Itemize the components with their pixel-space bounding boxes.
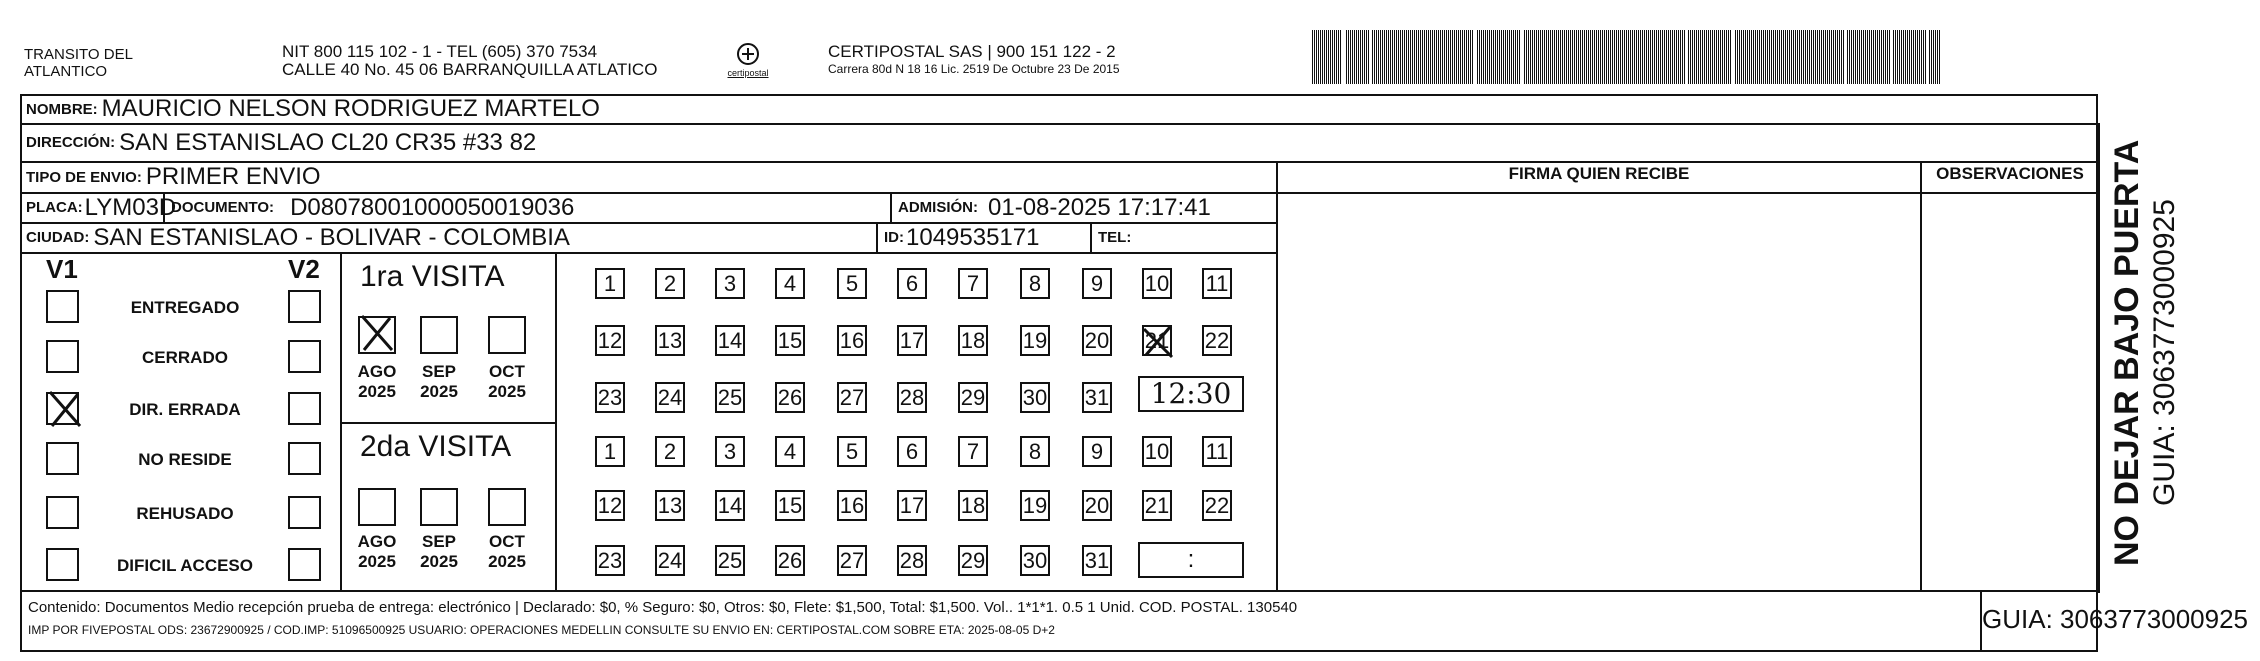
month-label: [414, 362, 464, 402]
status-option-label: DIR. ERRADA: [129, 400, 241, 419]
first-visit-day[interactable]: 21: [1142, 325, 1172, 356]
first-visit-day[interactable]: 5: [837, 268, 867, 299]
month-name: OCT: [489, 362, 525, 381]
ciudad-label: CIUDAD:: [26, 229, 90, 246]
id-label: ID:: [884, 229, 904, 246]
second-visit-day[interactable]: 8: [1020, 436, 1050, 467]
first-visit-day[interactable]: 9: [1082, 268, 1112, 299]
second-visit-day[interactable]: 1: [595, 436, 625, 467]
month-year: 2025: [420, 382, 458, 401]
side-guia: GUIA: 3063773000925: [2148, 199, 2181, 506]
second-visit-day[interactable]: 5: [837, 436, 867, 467]
documento-value: D08078001000050019036: [290, 193, 575, 221]
first-visit-day[interactable]: 26: [775, 382, 805, 413]
documento-cell: [165, 193, 890, 222]
first-visit-day[interactable]: 29: [958, 382, 988, 413]
first-visit-day[interactable]: 24: [655, 382, 685, 413]
month-name: SEP: [421, 532, 457, 551]
month-year: 2025: [358, 552, 396, 571]
first-visit-day[interactable]: 3: [715, 268, 745, 299]
first-visit-day[interactable]: 16: [837, 325, 867, 356]
first-visit-day[interactable]: 18: [958, 325, 988, 356]
v2-checkbox[interactable]: [288, 290, 321, 323]
ciudad-value: SAN ESTANISLAO - BOLIVAR - COLOMBIA: [93, 223, 570, 251]
first-visit-day[interactable]: 8: [1020, 268, 1050, 299]
v1-label: V1: [46, 254, 78, 284]
first-visit-day[interactable]: 14: [715, 325, 745, 356]
first-visit-day[interactable]: 4: [775, 268, 805, 299]
first-visit-day[interactable]: 23: [595, 382, 625, 413]
month-label: [352, 532, 402, 572]
second-visit-day[interactable]: 26: [775, 545, 805, 576]
documento-label: DOCUMENTO:: [171, 199, 275, 216]
direccion-label: DIRECCIÓN:: [26, 134, 116, 151]
certi-line1: CERTIPOSTAL SAS | 900 151 122 - 2: [828, 42, 1116, 61]
second-visit-day[interactable]: 23: [595, 545, 625, 576]
second-visit-day[interactable]: 24: [655, 545, 685, 576]
org-name: TRANSITO DEL ATLANTICO: [24, 46, 133, 80]
first-visit-day[interactable]: 19: [1020, 325, 1050, 356]
first-visit-day[interactable]: 12: [595, 325, 625, 356]
second-visit-time[interactable]: :: [1138, 542, 1244, 578]
second-visit-day[interactable]: 20: [1082, 490, 1112, 521]
direccion-value: SAN ESTANISLAO CL20 CR35 #33 82: [119, 128, 537, 156]
first-visit-day[interactable]: 20: [1082, 325, 1112, 356]
second-visit-day[interactable]: 19: [1020, 490, 1050, 521]
second-visit-day[interactable]: 12: [595, 490, 625, 521]
second-visit-day[interactable]: 10: [1142, 436, 1172, 467]
admision-label: ADMISIÓN:: [898, 199, 978, 216]
first-visit-day[interactable]: 13: [655, 325, 685, 356]
nit-line1: NIT 800 115 102 - 1 - TEL (605) 370 7534: [282, 42, 598, 61]
second-visit-day[interactable]: 27: [837, 545, 867, 576]
first-visit-day[interactable]: 25: [715, 382, 745, 413]
first-visit-day[interactable]: 22: [1202, 325, 1232, 356]
footer-imp: IMP POR FIVEPOSTAL ODS: 23672900925 / COD.IMP: 51096500925 USUARIO: OPERACIONES MEDELLIN CONSULTE SU ENVIO EN: CERTIPOSTAL.COM SOBRE ETA: 2025-08-05 D+2: [28, 623, 1055, 637]
nit-line2: CALLE 40 No. 45 06 BARRANQUILLA ATLATICO: [282, 60, 658, 79]
second-visit-day[interactable]: 3: [715, 436, 745, 467]
logo-text: certipostal: [727, 68, 769, 78]
second-visit-day[interactable]: 4: [775, 436, 805, 467]
first-visit-day[interactable]: 1: [595, 268, 625, 299]
month-label: [482, 532, 532, 572]
admision-cell: [892, 193, 1276, 222]
id-value: 1049535171: [906, 223, 1040, 251]
barcode-icon: [1310, 30, 1946, 84]
placa-label: PLACA:: [26, 199, 83, 216]
nombre-label: NOMBRE:: [26, 100, 98, 118]
month-year: 2025: [488, 382, 526, 401]
first-visit-day[interactable]: 30: [1020, 382, 1050, 413]
v2-label: V2: [288, 254, 320, 284]
second-visit-day[interactable]: 9: [1082, 436, 1112, 467]
second-visit-day[interactable]: 14: [715, 490, 745, 521]
direccion-row: [20, 124, 2020, 161]
v1-checkbox[interactable]: [46, 442, 79, 475]
month-label: [414, 532, 464, 572]
first-visit-day[interactable]: 7: [958, 268, 988, 299]
first-visit-day[interactable]: 2: [655, 268, 685, 299]
month-year: 2025: [488, 552, 526, 571]
second-visit-day[interactable]: 18: [958, 490, 988, 521]
second-visit-day[interactable]: 17: [897, 490, 927, 521]
nombre-value: MAURICIO NELSON RODRIGUEZ MARTELO: [101, 95, 600, 122]
second-visit-day[interactable]: 30: [1020, 545, 1050, 576]
first-visit-time[interactable]: 12:30: [1138, 376, 1244, 412]
first-visit-day[interactable]: 15: [775, 325, 805, 356]
tipo-row: [20, 162, 1270, 192]
second-visit-day[interactable]: 28: [897, 545, 927, 576]
second-visit-day[interactable]: 7: [958, 436, 988, 467]
second-visit-month-checkbox[interactable]: [488, 488, 526, 526]
tel-label: TEL:: [1098, 229, 1132, 246]
v2-checkbox[interactable]: [288, 392, 321, 425]
id-cell: [878, 223, 1090, 252]
first-visit-title: 1ra VISITA: [360, 260, 505, 293]
placa-cell: [20, 193, 177, 222]
second-visit-day[interactable]: 29: [958, 545, 988, 576]
v1-checkbox[interactable]: [46, 496, 79, 529]
first-visit-month-checkbox[interactable]: [420, 316, 458, 354]
first-visit-month-checkbox[interactable]: [488, 316, 526, 354]
status-option-label: CERRADO: [142, 348, 228, 367]
v1-checkbox[interactable]: [46, 548, 79, 581]
second-visit-day[interactable]: 31: [1082, 545, 1112, 576]
month-year: 2025: [420, 552, 458, 571]
observaciones-label: OBSERVACIONES: [1936, 164, 2084, 183]
v2-checkbox[interactable]: [288, 442, 321, 475]
month-name: SEP: [421, 362, 457, 381]
first-visit-day[interactable]: 28: [897, 382, 927, 413]
second-visit-day[interactable]: 25: [715, 545, 745, 576]
first-visit-day[interactable]: 31: [1082, 382, 1112, 413]
firma-label: FIRMA QUIEN RECIBE: [1508, 164, 1690, 183]
second-visit-day[interactable]: 13: [655, 490, 685, 521]
month-year: 2025: [358, 382, 396, 401]
status-option-label: DIFICIL ACCESO: [116, 556, 253, 575]
tipo-label: TIPO DE ENVIO:: [26, 168, 142, 186]
footer-contenido: Contenido: Documentos Medio recepción prueba de entrega: electrónico | Declarado: $0, % Seguro: $0, Otros: $0, Flete: $1,500, Total: $1,500. Vol.. 1*1*1. 0.5 1 Unid. COD. POSTAL. 130540: [28, 599, 1298, 616]
status-option-label: NO RESIDE: [138, 450, 232, 469]
v2-checkbox[interactable]: [288, 496, 321, 529]
second-visit-day[interactable]: 21: [1142, 490, 1172, 521]
first-visit-day[interactable]: 10: [1142, 268, 1172, 299]
certipostal-logo: [724, 40, 772, 86]
nombre-row: [20, 94, 2020, 124]
second-visit-month-checkbox[interactable]: [420, 488, 458, 526]
second-visit-day[interactable]: 16: [837, 490, 867, 521]
first-visit-day[interactable]: 17: [897, 325, 927, 356]
month-name: AGO: [357, 532, 397, 551]
second-visit-day[interactable]: 2: [655, 436, 685, 467]
second-visit-day[interactable]: 22: [1202, 490, 1232, 521]
certi-line2: Carrera 80d N 18 16 Lic. 2519 De Octubre 23 De 2015: [828, 62, 1120, 76]
month-label: [482, 362, 532, 402]
tipo-value: PRIMER ENVIO: [145, 163, 321, 190]
second-visit-title: 2da VISITA: [360, 430, 512, 463]
second-visit-month-checkbox[interactable]: [358, 488, 396, 526]
admision-value: 01-08-2025 17:17:41: [988, 193, 1211, 221]
v2-checkbox[interactable]: [288, 548, 321, 581]
month-label: [352, 362, 402, 402]
month-name: AGO: [357, 362, 397, 381]
status-option-label: ENTREGADO: [130, 298, 240, 317]
second-visit-day[interactable]: 11: [1202, 436, 1232, 467]
second-visit-day[interactable]: 15: [775, 490, 805, 521]
first-visit-day[interactable]: 27: [837, 382, 867, 413]
side-warning: NO DEJAR BAJO PUERTA: [2108, 139, 2146, 566]
first-visit-day[interactable]: 11: [1202, 268, 1232, 299]
v1-checkbox[interactable]: [46, 392, 79, 425]
first-visit-day[interactable]: 6: [897, 268, 927, 299]
second-visit-day[interactable]: 6: [897, 436, 927, 467]
footer-guia: GUIA: 3063773000925: [1982, 604, 2248, 634]
ciudad-cell: [20, 223, 876, 252]
tel-cell: [1092, 223, 1276, 252]
first-visit-month-checkbox[interactable]: [358, 316, 396, 354]
v1-checkbox[interactable]: [46, 340, 79, 373]
v2-checkbox[interactable]: [288, 340, 321, 373]
status-option-label: REHUSADO: [136, 504, 234, 523]
placa-value: LYM03D: [84, 193, 177, 221]
v1-checkbox[interactable]: [46, 290, 79, 323]
month-name: OCT: [489, 532, 525, 551]
